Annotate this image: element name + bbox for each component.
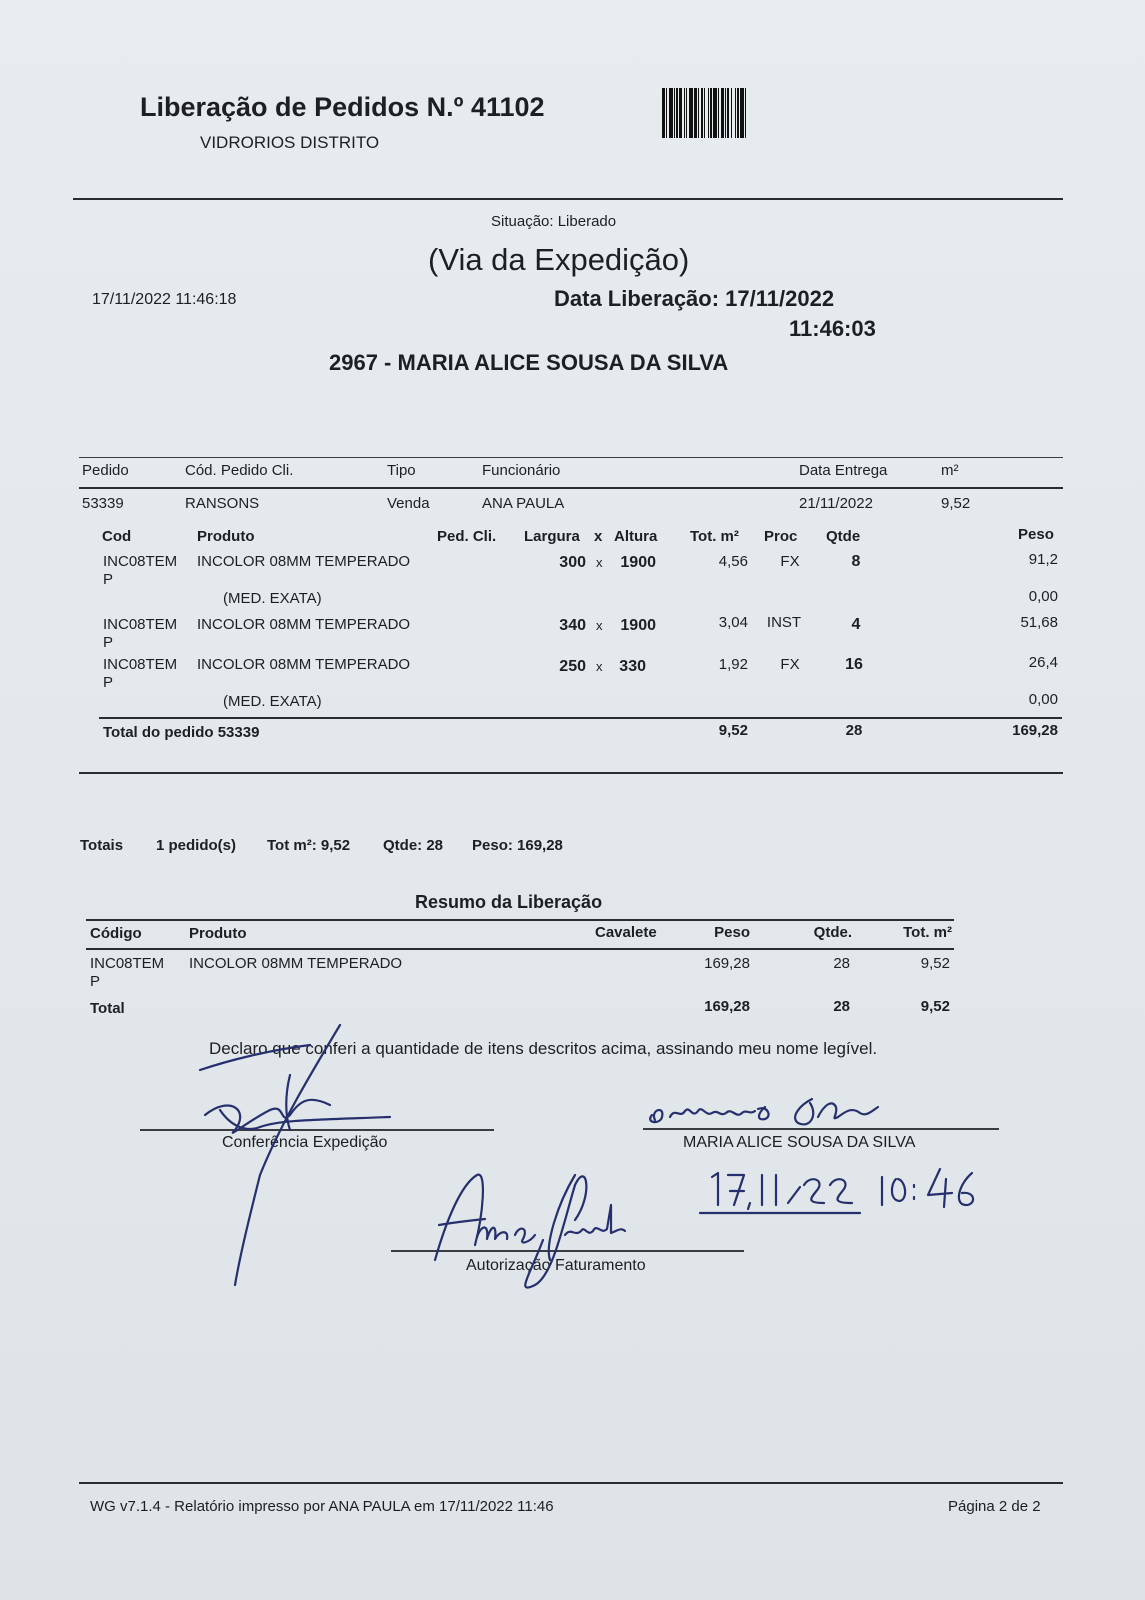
order-m2: 9,52 [941, 495, 971, 512]
items-col-tot-m2: Tot. m² [690, 528, 739, 545]
report-title: Liberação de Pedidos N.º 41102 [140, 92, 545, 122]
client-signature [640, 1095, 900, 1135]
item-produto: INCOLOR 08MM TEMPERADO [197, 616, 411, 633]
col-pedido: Pedido [82, 462, 129, 479]
order-total-qtde: 28 [845, 722, 863, 739]
items-col-ped-cli: Ped. Cli. [437, 528, 497, 545]
company-name: VIDRORIOS DISTRITO [200, 133, 380, 152]
barcode-image [662, 88, 836, 138]
summary-total-peso: 169,28 [704, 998, 750, 1015]
item-tot-m2: 4,56 [718, 553, 748, 570]
declaration-text: Declaro que conferi a quantidade de itens descritos acima, assinando meu nome legível. [209, 1039, 878, 1058]
item-qtde: 8 [851, 553, 861, 570]
item-largura: 250 [559, 658, 586, 675]
order-data-entrega: 21/11/2022 [799, 495, 873, 512]
item-note: (MED. EXATA) [223, 693, 322, 710]
item-peso: 51,68 [1020, 614, 1058, 631]
divider [79, 457, 1063, 458]
summary-total-label: Total [90, 1000, 125, 1017]
item-qtde: 16 [845, 656, 863, 673]
divider [79, 1482, 1063, 1484]
footer-page-number: Página 2 de 2 [948, 1498, 1041, 1515]
summary-col-produto: Produto [189, 925, 247, 942]
order-total-label: Total do pedido 53339 [103, 724, 260, 741]
item-note-peso: 0,00 [1028, 691, 1058, 708]
client-signature-name: MARIA ALICE SOUSA DA SILVA [683, 1134, 916, 1151]
summary-qtde: 28 [833, 955, 850, 972]
summary-col-cavalete: Cavalete [595, 924, 657, 941]
order-total-m2: 9,52 [718, 722, 748, 739]
order-pedido: 53339 [82, 495, 124, 512]
order-total-peso: 169,28 [1012, 722, 1058, 739]
item-x: x [596, 659, 603, 674]
item-proc: FX [780, 656, 800, 673]
items-col-peso: Peso [1018, 526, 1054, 543]
divider [86, 948, 954, 950]
item-note: (MED. EXATA) [223, 590, 322, 607]
situation-label: Situação: Liberado [491, 213, 617, 230]
divider [79, 772, 1063, 774]
totals-m2: Tot m²: 9,52 [267, 837, 351, 854]
items-col-largura: Largura [524, 528, 580, 545]
item-proc: FX [780, 553, 800, 570]
item-largura: 340 [559, 617, 586, 634]
item-peso: 91,2 [1028, 551, 1058, 568]
print-datetime: 17/11/2022 11:46:18 [92, 291, 237, 308]
order-tipo: Venda [387, 495, 430, 512]
summary-col-qtde: Qtde. [813, 924, 852, 941]
item-tot-m2: 1,92 [718, 656, 748, 673]
order-cod-pedido-cli: RANSONS [185, 495, 260, 512]
item-largura: 300 [559, 554, 586, 571]
expedicao-signature [190, 1015, 410, 1295]
item-altura: 1900 [620, 554, 656, 571]
divider [86, 919, 954, 921]
summary-col-peso: Peso [714, 924, 750, 941]
summary-total-tot-m2: 9,52 [920, 998, 950, 1015]
items-col-produto: Produto [197, 528, 255, 545]
col-m2: m² [941, 462, 959, 479]
totals-qtde: Qtde: 28 [383, 837, 444, 854]
items-col-qtde: Qtde [826, 528, 861, 545]
item-qtde: 4 [851, 616, 861, 633]
item-tot-m2: 3,04 [718, 614, 748, 631]
item-x: x [596, 555, 603, 570]
autorizacao-label: Autorização Faturamento [466, 1257, 646, 1274]
totals-peso: Peso: 169,28 [472, 837, 563, 854]
summary-codigo: INC08TEMP [90, 955, 165, 990]
summary-produto: INCOLOR 08MM TEMPERADO [189, 955, 403, 972]
items-col-altura: Altura [614, 528, 658, 545]
divider [73, 198, 1063, 200]
item-note-peso: 0,00 [1028, 588, 1058, 605]
summary-col-tot-m2: Tot. m² [903, 924, 952, 941]
item-cod: INC08TEMP [103, 616, 178, 651]
item-altura: 330 [619, 658, 646, 675]
summary-peso: 169,28 [704, 955, 750, 972]
col-funcionario: Funcionário [482, 462, 561, 479]
divider [79, 487, 1063, 489]
item-x: x [596, 618, 603, 633]
item-altura: 1900 [620, 617, 656, 634]
release-time: 11:46:03 [789, 316, 876, 341]
release-date: Data Liberação: 17/11/2022 [554, 286, 835, 311]
totals-pedidos: 1 pedido(s) [156, 837, 237, 854]
barcode-gap [746, 88, 748, 138]
col-tipo: Tipo [387, 462, 416, 479]
copy-label: (Via da Expedição) [428, 242, 690, 277]
col-data-entrega: Data Entrega [799, 462, 888, 479]
divider [99, 717, 1062, 719]
totals-label: Totais [80, 837, 124, 854]
order-funcionario: ANA PAULA [482, 495, 565, 512]
summary-title: Resumo da Liberação [415, 892, 603, 912]
item-produto: INCOLOR 08MM TEMPERADO [197, 656, 411, 673]
item-cod: INC08TEMP [103, 656, 178, 691]
summary-total-qtde: 28 [833, 998, 850, 1015]
item-produto: INCOLOR 08MM TEMPERADO [197, 553, 411, 570]
conferencia-label: Conferência Expedição [222, 1134, 388, 1151]
items-col-cod: Cod [102, 528, 132, 545]
col-cod-pedido-cli: Cód. Pedido Cli. [185, 462, 294, 479]
faturamento-signature [425, 1165, 655, 1305]
summary-col-codigo: Código [90, 925, 142, 942]
items-col-x: x [594, 528, 603, 545]
handwritten-date [700, 1165, 990, 1225]
item-cod: INC08TEMP [103, 553, 178, 588]
summary-tot-m2: 9,52 [920, 955, 950, 972]
items-col-proc: Proc [764, 528, 798, 545]
item-proc: INST [766, 614, 802, 631]
item-peso: 26,4 [1028, 654, 1058, 671]
footer-printed-by: WG v7.1.4 - Relatório impresso por ANA PAULA em 17/11/2022 11:46 [90, 1498, 554, 1515]
client-name: 2967 - MARIA ALICE SOUSA DA SILVA [329, 350, 729, 375]
